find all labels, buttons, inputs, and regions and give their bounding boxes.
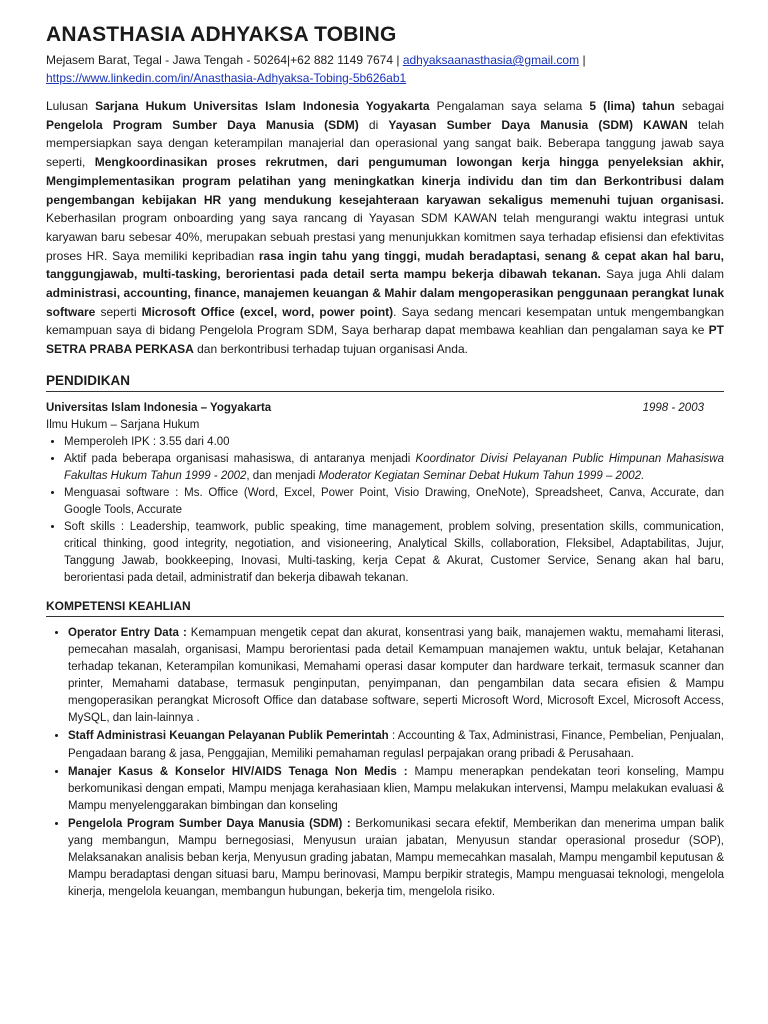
resume-page [46,22,724,902]
education-years: 1998 - 2003 [642,401,704,414]
list-item: • Aktif pada beberapa organisasi mahasiswa, di antaranya menjadi Koordinator Divisi Pelayanan Public Himpunan Mahasiswa Fakultas Hukum Tahun 1999 - 2002, dan menjadi Moderator Kegiatan Seminar Debat Hukum Tahun 1999 – 2002. [64,451,724,485]
school-name: Universitas Islam Indonesia – Yogyakarta [46,401,272,414]
contact-separator: | [582,53,586,67]
education-list [46,434,724,587]
degree: Ilmu Hukum – Sarjana Hukum [46,418,200,431]
email-link[interactable]: adhyaksaanasthasia@gmail.com [402,53,580,67]
list-item: • Menguasai software : Ms. Office (Word, Excel, Power Point, Visio Drawing, OneNote), Spreadsheet, Canva, Accurate, dan Google Tools, Accurate [64,485,724,519]
list-item: • Soft skills : Leadership, teamwork, public speaking, time management, problem solving, presentation skills, communication, critical thinking, good integrity, negotiation, and visioneering, Analytical Skills, collaboration, Fleksibel, Adaptabilitas, Jujur, Tanggung Jawab, bookkeeping, Inovasi, Multi-tasking, kerja Cepat & Akurat, Customer Service, Senang akan hal baru, berorientasi pada detail, administratif dan bekerja dibawah tekanan. [64,519,724,587]
education-section-title: PENDIDIKAN [46,373,724,392]
list-item: • Pengelola Program Sumber Daya Manusia (SDM) : Berkomunikasi secara efektif, Memberikan dan menerima umpan balik yang membangun, Mampu bernegosiasi, Menyusun uraian jabatan, Menyusun standar operasional prosedur (SOP), Melaksanakan analisis beban kerja, Menyusun grading jabatan, Mampu memecahkan masalah, Mampu mengambil keputusan & Mampu beradaptasi dengan situasi baru, Mampu berinovasi, Mampu berpikir strategis, Mampu menguasai teknologi, mengelola kinerja, mengelola keuangan, membangun hubungan, bekerja tim, mengelola risiko. [68,816,724,901]
contact-line [46,51,724,87]
skills-section-title: KOMPETENSI KEAHLIAN [46,599,724,617]
candidate-name: ANASTHASIA ADHYAKSA TOBING [46,23,397,46]
list-item: • Manajer Kasus & Konselor HIV/AIDS Tenaga Non Medis : Mampu menerapkan pendekatan teori konseling, Mampu berkomunikasi dengan empati, Mampu menjaga kerahasiaan klien, Mampu melakukan intervensi, Mampu melakukan evaluasi & Mampu menyelenggarakan bimbingan dan konseling [68,764,724,815]
address-phone: Mejasem Barat, Tegal - Jawa Tengah - 50264|+62 882 1149 7674 | [46,53,400,67]
list-item: • Memperoleh IPK : 3.55 dari 4.00 [64,434,724,451]
summary-paragraph: Lulusan Sarjana Hukum Universitas Islam Indonesia Yogyakarta Pengalaman saya selama 5 (lima) tahun sebagai Pengelola Program Sumber Daya Manusia (SDM) di Yayasan Sumber Daya Manusia (SDM) KAWAN telah mempersiapkan saya dengan keterampilan manajerial dan operasional yang sangat baik. Beberapa tanggung jawab saya seperti, Mengkoordinasikan proses rekrutmen, dari pengumuman lowongan kerja hingga penyeleksian akhir, Mengimplementasikan program pelatihan yang meningkatkan kinerja individu dan tim dan Berkontribusi dalam pengembangan kebijakan HR yang mendukung kesejahteraan karyawan sekaligus memenuhi tujuan organisasi. Keberhasilan program onboarding yang saya rancang di Yayasan SDM KAWAN telah mengurangi waktu integrasi untuk karyawan baru sebesar 40%, merupakan sebuah prestasi yang menunjukkan komitmen saya terhadap efisiensi dan efektivitas proses HR. Saya memiliki kepribadian rasa ingin tahu yang tinggi, mudah beradaptasi, senang & cepat akan hal baru, tanggungjawab, multi-tasking, berorientasi pada detail serta mampu bekerja dibawah tekanan. Saya juga Ahli dalam administrasi, accounting, finance, manajemen keuangan & Mahir dalam mengoperasikan penggunaan perangkat lunak software seperti Microsoft Office (excel, word, power point). Saya sedang mencari kesempatan untuk mengembangkan kemampuan saya di bidang Pengelola Program SDM, Saya berharap dapat membawa keahlian dan pengalaman saya ke PT SETRA PRABA PERKASA dan berkontribusi terhadap tujuan organisasi Anda. [46,99,724,357]
list-item: • Operator Entry Data : Kemampuan mengetik cepat dan akurat, konsentrasi yang baik, manajemen waktu, memahami literasi, pemecahan masalah, organisasi, Mampu berorientasi pada detail Kemampuan manajemen waktu, untuk belajar, Ketahanan terhadap tekanan, Keterampilan komunikasi, Memahami operasi dasar komputer dan hardware terkait, termasuk scanner dan printer, Memahami database, termasuk penginputan, penyimpanan, dan pengambilan data secara efisien & Mampu mengoperasikan perangkat Microsoft Office dan database software, seperti Microsoft Word, Microsoft Excel, Microsoft Access, MySQL, dan lain-lainnya . [68,625,724,728]
list-item: • Staff Administrasi Keuangan Pelayanan Publik Pemerintah : Accounting & Tax, Administrasi, Finance, Pembelian, Penjualan, Pengadaan barang & jasa, Penggajian, Memiliki pemahaman regulasI perpajakan orang pribadi & Perusahaan. [68,728,724,762]
skills-list [46,625,724,902]
linkedin-link[interactable]: https://www.linkedin.com/in/Anasthasia-Adhyaksa-Tobing-5b626ab1 [46,71,407,85]
education-header [46,400,724,417]
